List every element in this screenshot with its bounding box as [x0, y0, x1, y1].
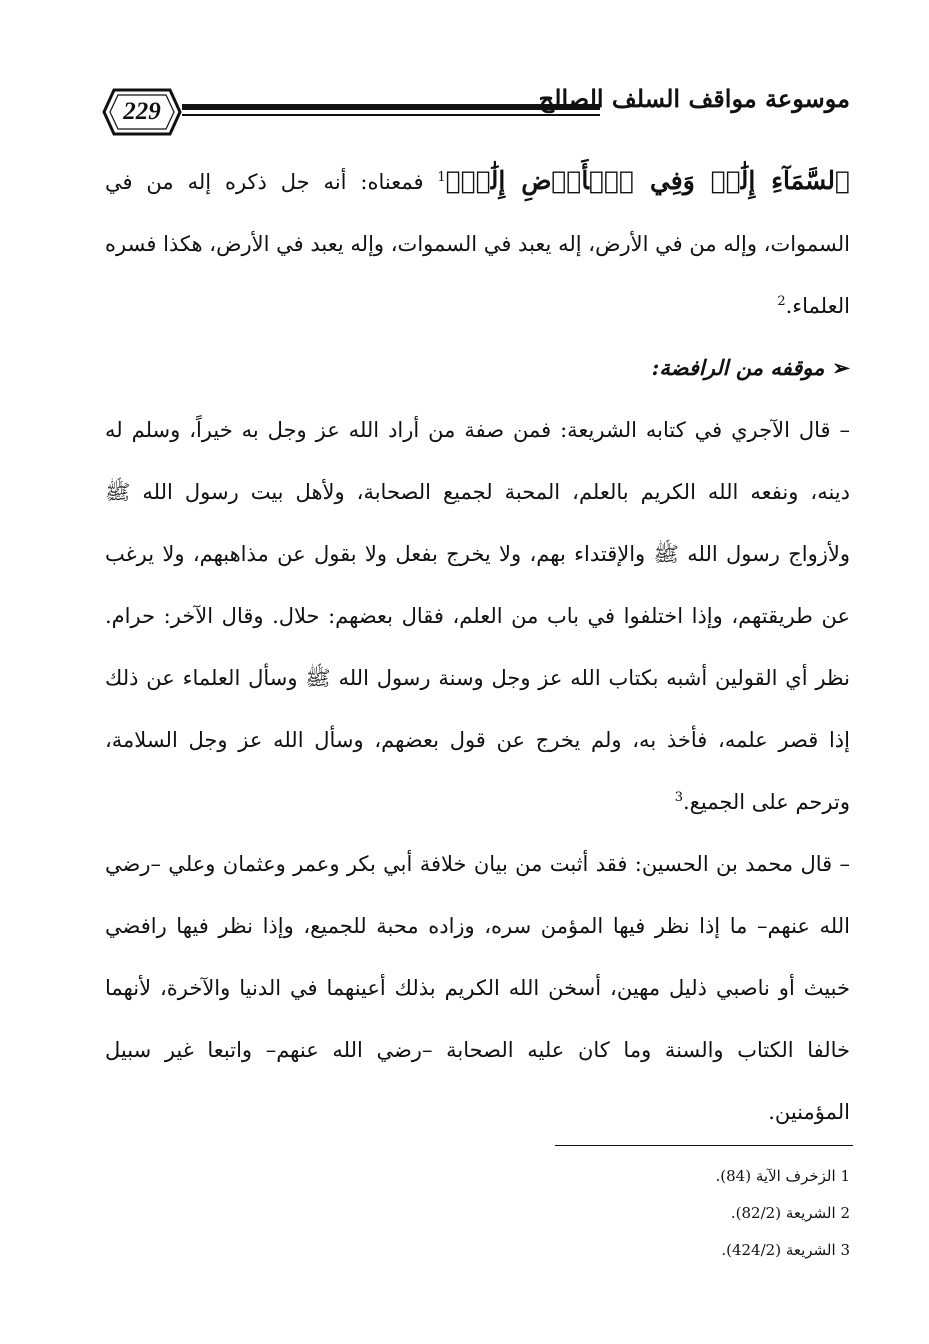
header-rule-thick: [182, 104, 600, 110]
paragraph-text: – قال الآجري في كتابه الشريعة: فمن صفة من أراد الله عز وجل به خيراً، وسلم له دينه، ونفعه الله الكريم بالعلم، المحبة لجميع الصحابة، ولأهل بيت رسول الله ﷺ ولأزواج رسول الله ﷺ والإقتداء بهم، ولا يخرج بفعل ولا بقول عن مذاهبهم، ولا يرغب عن طريقتهم، وإذا اختلفوا في باب من العلم، فقال بعضهم: حلال. وقال الآخر: حرام. نظر أي القولين أشبه بكتاب الله عز وجل وسنة رسول الله ﷺ وسأل العلماء عن ذلك إذا قصر علمه، فأخذ به، ولم يخرج عن قول بعضهم، وسأل الله عز وجل السلامة، وترحم على الجميع.: [105, 418, 850, 814]
footnote-ref: 2: [777, 294, 786, 309]
arrow-bullet-icon: ➢: [832, 355, 850, 380]
quran-verse: ٱلسَّمَآءِ إِلَٰهٞ وَفِي ٱلۡأَرۡضِ إِلَٰهٞۚ: [445, 166, 850, 195]
series-title: موسوعة مواقف السلف الصالح: [538, 84, 850, 113]
footnote-separator: [555, 1145, 853, 1146]
section-heading-text: موقفه من الرافضة:: [651, 355, 825, 380]
page-number: 229: [123, 98, 161, 125]
paragraph-verse-explanation: [105, 150, 850, 337]
footnote-item: 2 الشريعة (82/2).: [730, 1204, 850, 1222]
footnote-ref: 3: [674, 790, 683, 805]
footnote-ref: 1: [437, 170, 446, 185]
footnote-item: 3 الشريعة (424/2).: [721, 1241, 850, 1259]
header-rule-thin: [182, 114, 600, 116]
section-heading: [105, 337, 850, 399]
paragraph-text: فمعناه: أنه جل ذكره إله من في السموات، وإله من في الأرض، إله يعبد في السموات، وإله يعبد في الأرض، هكذا فسره العلماء.: [105, 170, 850, 318]
footnote-item: 1 الزخرف الآية (84).: [715, 1167, 850, 1185]
footnotes: [500, 1158, 850, 1269]
paragraph-text: – قال محمد بن الحسين: فقد أثبت من بيان خلافة أبي بكر وعمر وعثمان وعلي –رضي الله عنهم– ما إذا نظر فيها المؤمن سره، وزاده محبة للجميع، وإذا نظر فيها رافضي خبيث أو ناصبي ذليل مهين، أسخن الله الكريم بذلك أعينهما في الدنيا والآخرة، لأنهما خالفا الكتاب والسنة وما كان عليه الصحابة –رضي الله عنهم– واتبعا غير سبيل المؤمنين.: [105, 852, 850, 1124]
paragraph-ajurri: [105, 399, 850, 833]
paragraph-muhammad-bin-husayn: [105, 833, 850, 1143]
page-header: [100, 82, 850, 144]
page-number-badge: [100, 86, 184, 138]
main-text: [105, 150, 850, 1143]
